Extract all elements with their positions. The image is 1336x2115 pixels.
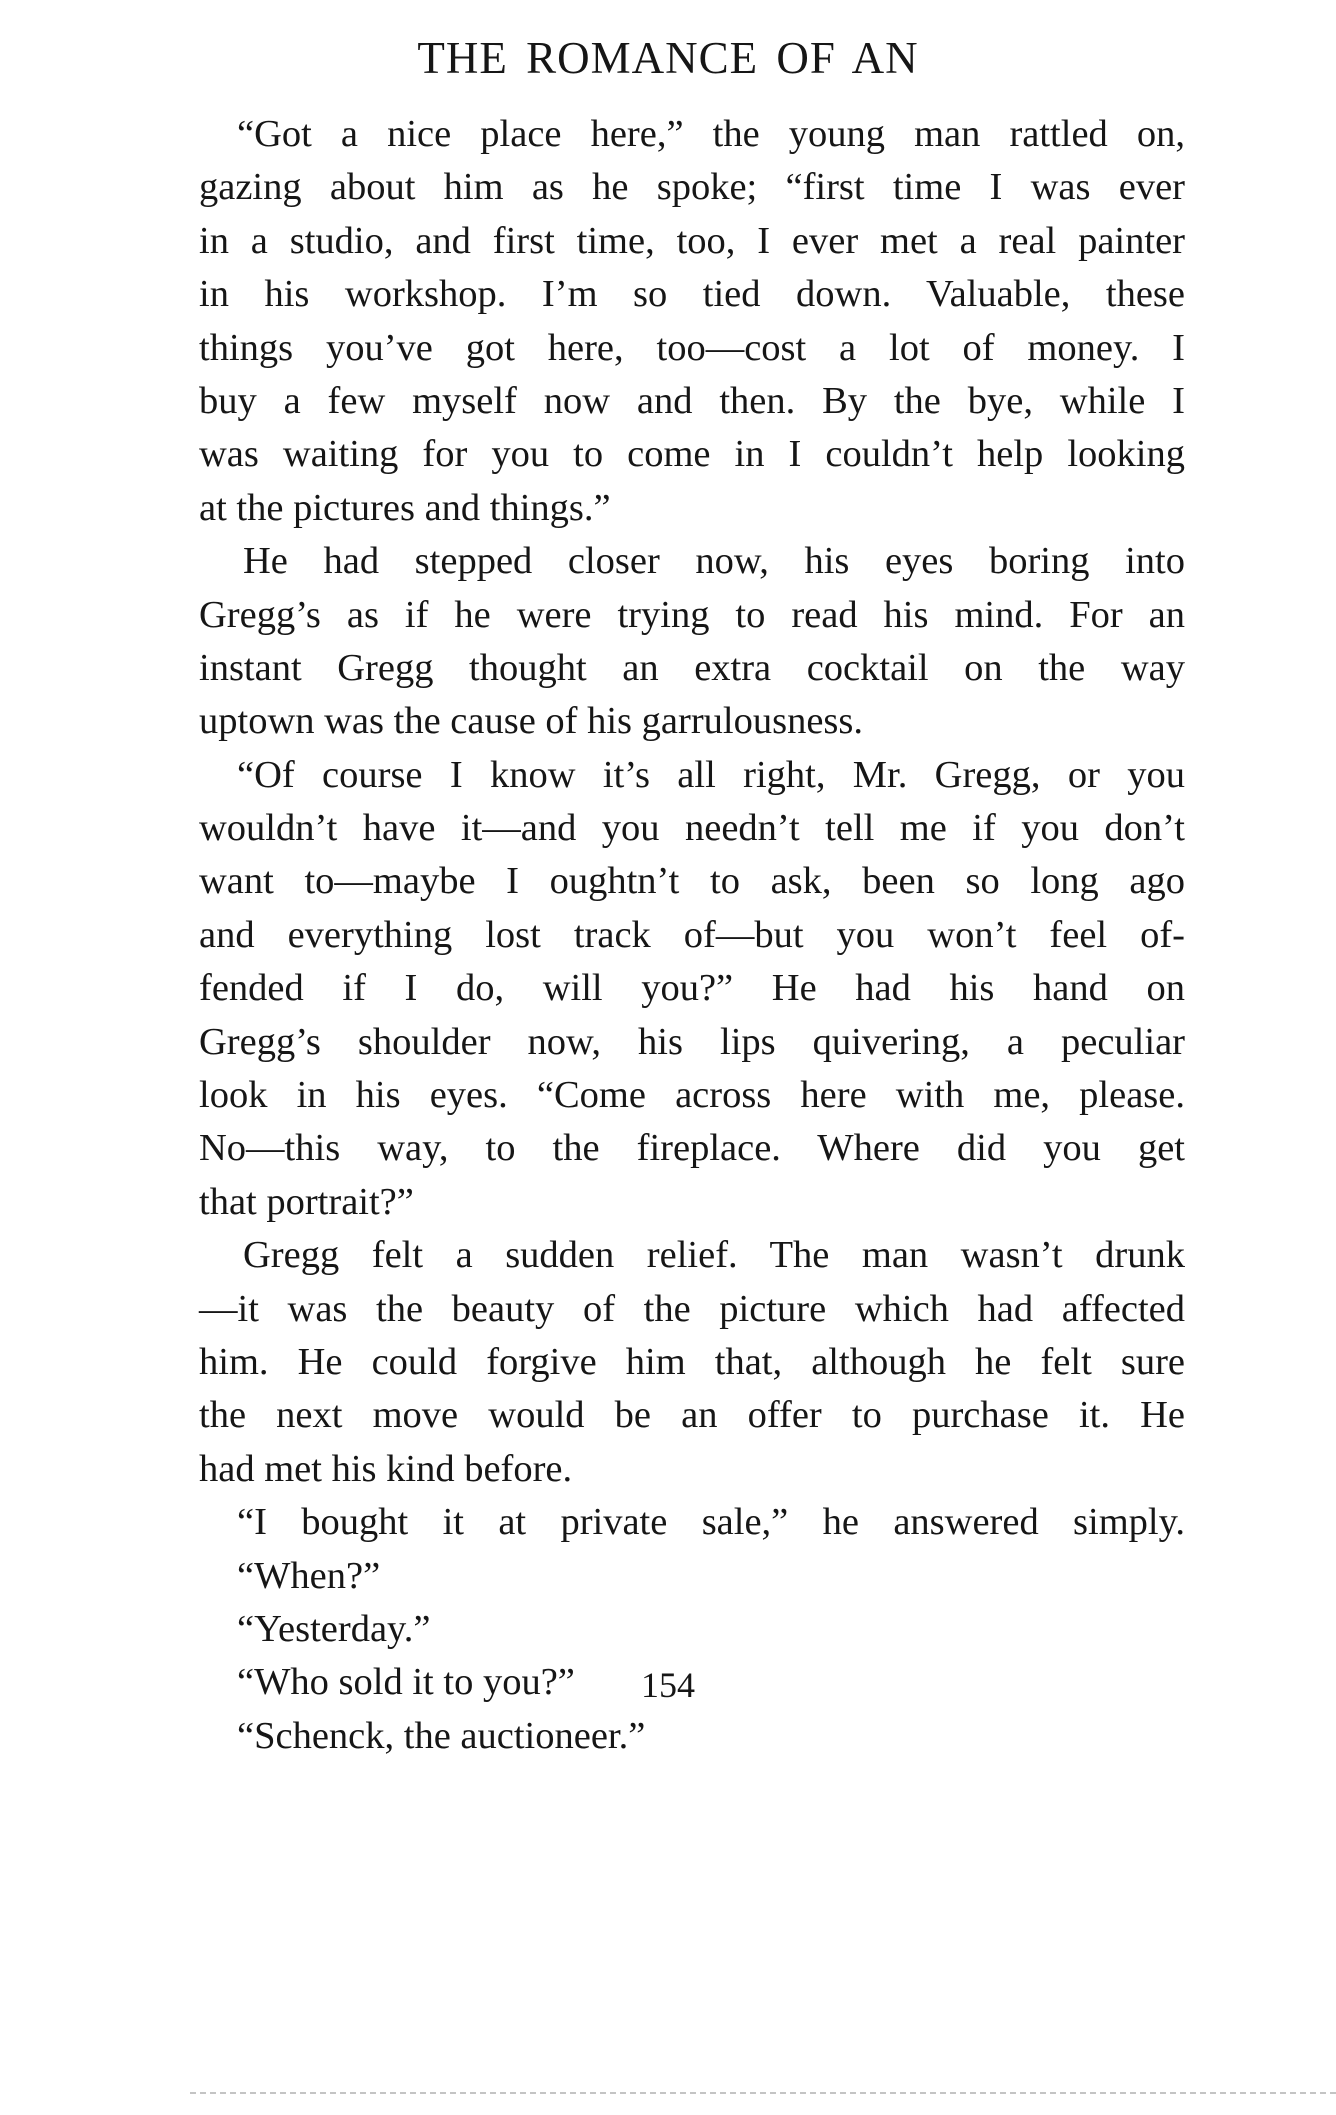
text-line: Gregg’s shoulder now, his lips quivering, a peculiar: [199, 1020, 1185, 1063]
text-line: “Who sold it to you?”: [237, 1661, 575, 1704]
text-line: Gregg’s as if he were trying to read his mind. For an: [199, 593, 1185, 636]
text-line: “Schenck, the auctioneer.”: [237, 1714, 646, 1757]
text-line: fended if I do, will you?” He had his hand on: [199, 967, 1185, 1010]
text-line: He had stepped closer now, his eyes boring into: [243, 540, 1185, 583]
text-line: “I bought it at private sale,” he answered simply.: [237, 1501, 1185, 1544]
text-line: things you’ve got here, too—cost a lot of money. I: [199, 326, 1185, 369]
text-line: gazing about him as he spoke; “first time I was ever: [199, 166, 1185, 209]
text-line: in a studio, and first time, too, I ever met a real painter: [199, 219, 1185, 262]
text-line: buy a few myself now and then. By the bye, while I: [199, 379, 1185, 422]
text-line: look in his eyes. “Come across here with me, please.: [199, 1074, 1185, 1117]
text-line: wouldn’t have it—and you needn’t tell me if you don’t: [199, 807, 1185, 850]
text-line: was waiting for you to come in I couldn’t help looking: [199, 433, 1185, 476]
text-line: the next move would be an offer to purchase it. He: [199, 1394, 1185, 1437]
text-line: want to—maybe I oughtn’t to ask, been so long ago: [199, 860, 1185, 903]
text-line: uptown was the cause of his garrulousness.: [199, 700, 863, 743]
text-line: —it was the beauty of the picture which had affected: [199, 1287, 1185, 1330]
scan-edge-rule: [190, 2092, 1336, 2096]
text-line: “Got a nice place here,” the young man rattled on,: [237, 113, 1185, 155]
text-line: instant Gregg thought an extra cocktail on the way: [199, 646, 1185, 689]
text-line: at the pictures and things.”: [199, 486, 611, 529]
text-line: “When?”: [237, 1554, 381, 1597]
page-number: 154: [641, 1665, 695, 1705]
text-line: Gregg felt a sudden relief. The man wasn’t drunk: [243, 1234, 1185, 1277]
text-line: in his workshop. I’m so tied down. Valuable, these: [199, 273, 1185, 316]
text-line: had met his kind before.: [199, 1447, 573, 1490]
text-line: “Of course I know it’s all right, Mr. Gregg, or you: [237, 753, 1185, 796]
text-line: that portrait?”: [199, 1180, 414, 1223]
body-text: [199, 108, 1185, 1763]
text-line: “Yesterday.”: [237, 1607, 431, 1650]
text-line: him. He could forgive him that, although he felt sure: [199, 1340, 1185, 1383]
running-head: THE ROMANCE OF AN: [417, 33, 919, 83]
text-line: No—this way, to the fireplace. Where did you get: [199, 1127, 1185, 1170]
text-line: and everything lost track of—but you won’t feel of-: [199, 913, 1185, 956]
